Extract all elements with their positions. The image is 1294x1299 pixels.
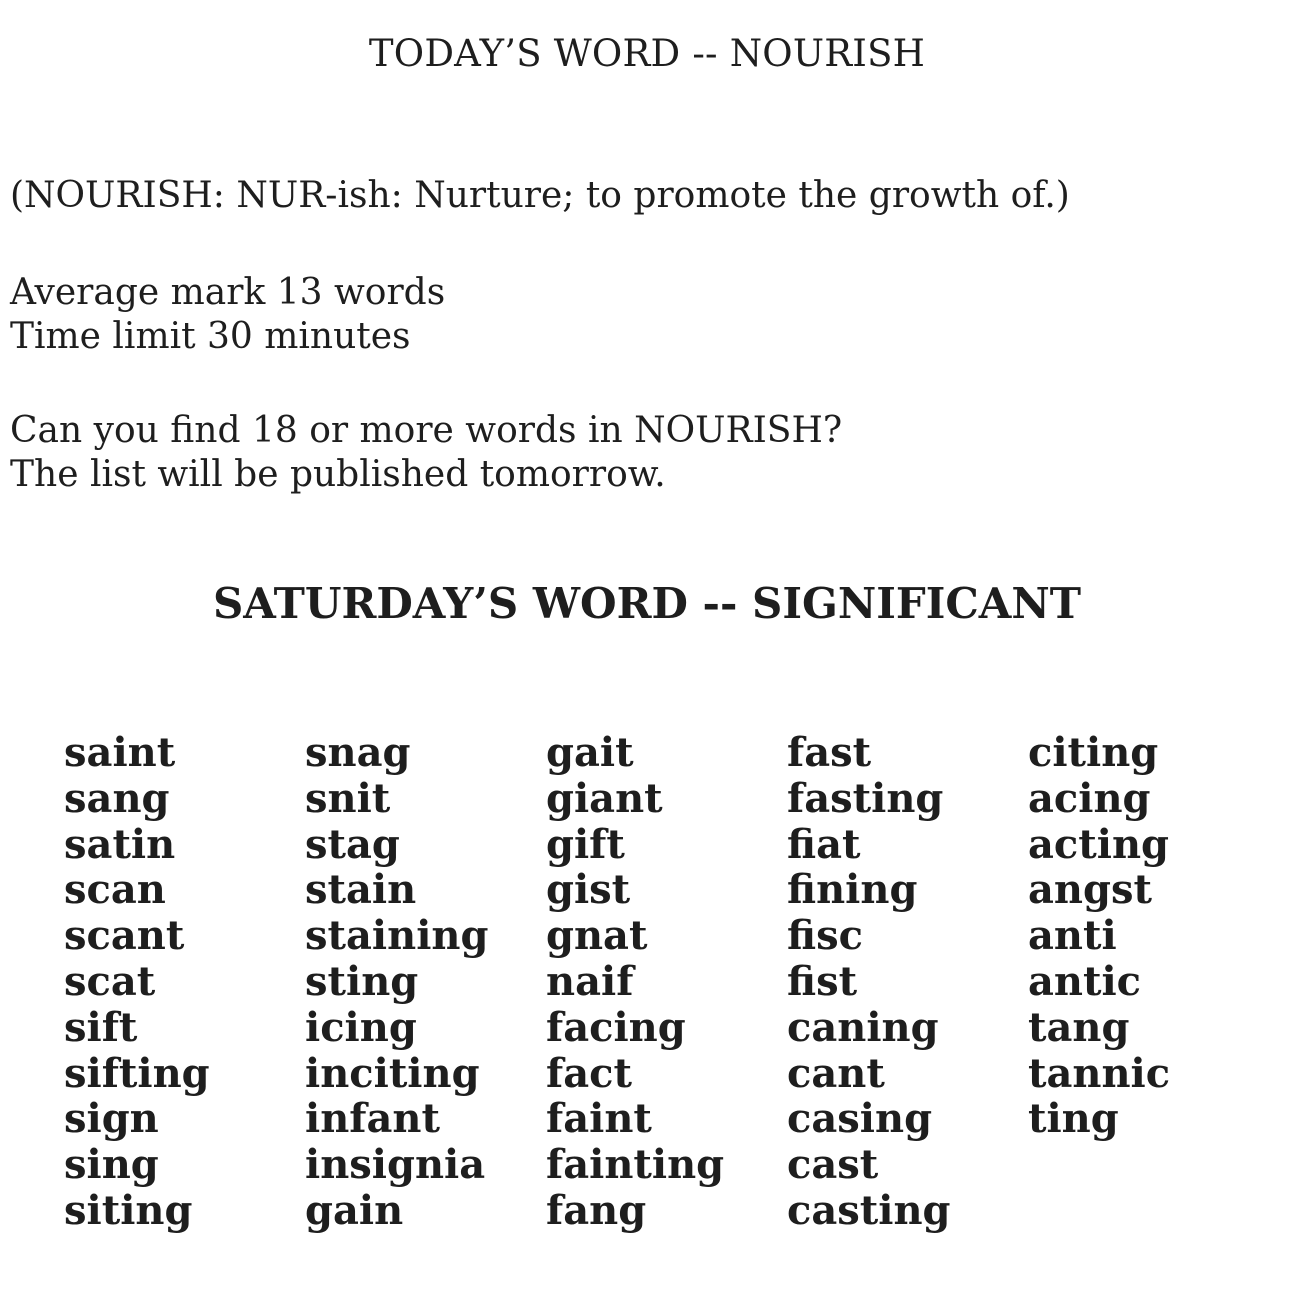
answer-word: insignia [305,1141,486,1189]
answer-word: tang [1028,1003,1130,1051]
answer-word: sang [64,774,170,822]
answer-word: anti [1028,912,1117,960]
answer-word: facing [546,1003,686,1051]
answer-word: fiat [787,820,861,868]
answer-word: sting [305,957,419,1005]
answer-word: fact [546,1049,632,1097]
word-column [546,730,787,1234]
answer-word: fist [787,957,858,1005]
publish-note: The list will be published tomorrow. [10,454,666,495]
answer-word: fast [787,729,872,776]
answer-word: gist [546,866,631,914]
answer-word: icing [305,1003,417,1051]
answer-word: naif [546,957,634,1005]
answer-word: sifting [64,1049,210,1097]
stats-block [10,271,445,359]
answer-word: fasting [787,774,944,822]
answer-word: gait [546,729,634,776]
answer-word: fisc [787,912,863,960]
answer-word: acing [1028,774,1151,822]
answer-word: gnat [546,912,648,960]
answer-word: saint [64,729,176,776]
average-mark: Average mark 13 words [10,272,446,313]
answer-word: gift [546,820,625,868]
word-column [787,730,1028,1234]
answer-word: fining [787,866,918,914]
answer-word: citing [1028,729,1159,776]
answer-word: scan [64,866,166,914]
answer-word: inciting [305,1049,480,1097]
todays-word-title: TODAY’S WORD -- NOURISH [368,32,926,75]
answer-word: faint [546,1095,652,1143]
answer-word: fainting [546,1141,725,1189]
answer-word: satin [64,820,176,868]
answer-word: snag [305,729,411,776]
answer-word: scant [64,912,185,960]
answer-word: stain [305,866,417,914]
answer-word: scat [64,957,156,1005]
answer-word: antic [1028,957,1142,1005]
answer-word: sing [64,1141,159,1189]
answer-word: acting [1028,820,1169,868]
answer-word: caning [787,1003,939,1051]
answer-word: casting [787,1186,951,1234]
answer-word: tannic [1028,1049,1171,1097]
answer-word: sign [64,1095,159,1143]
answer-word: sift [64,1003,138,1051]
answer-word: giant [546,774,663,822]
answer-word: casing [787,1095,933,1143]
word-column [1028,730,1269,1234]
answer-word: staining [305,912,489,960]
answer-word: siting [64,1186,193,1234]
time-limit: Time limit 30 minutes [10,316,411,357]
challenge-block [10,409,842,497]
answer-word-grid [64,730,1269,1234]
answer-word: angst [1028,866,1152,914]
answer-word: snit [305,774,391,822]
word-column [305,730,546,1234]
answer-word: stag [305,820,400,868]
answer-word: gain [305,1186,404,1234]
word-column [64,730,305,1234]
answer-word: cast [787,1141,879,1189]
challenge-question: Can you find 18 or more words in NOURISH? [10,410,843,451]
answer-word: infant [305,1095,440,1143]
definition-block [10,174,1070,218]
answer-word: fang [546,1186,647,1234]
answer-word: cant [787,1049,885,1097]
answer-word: ting [1028,1095,1119,1143]
word-definition: (NOURISH: NUR-ish: Nurture; to promote the growth of.) [10,175,1070,216]
saturdays-word-title: SATURDAY’S WORD -- SIGNIFICANT [212,579,1082,628]
